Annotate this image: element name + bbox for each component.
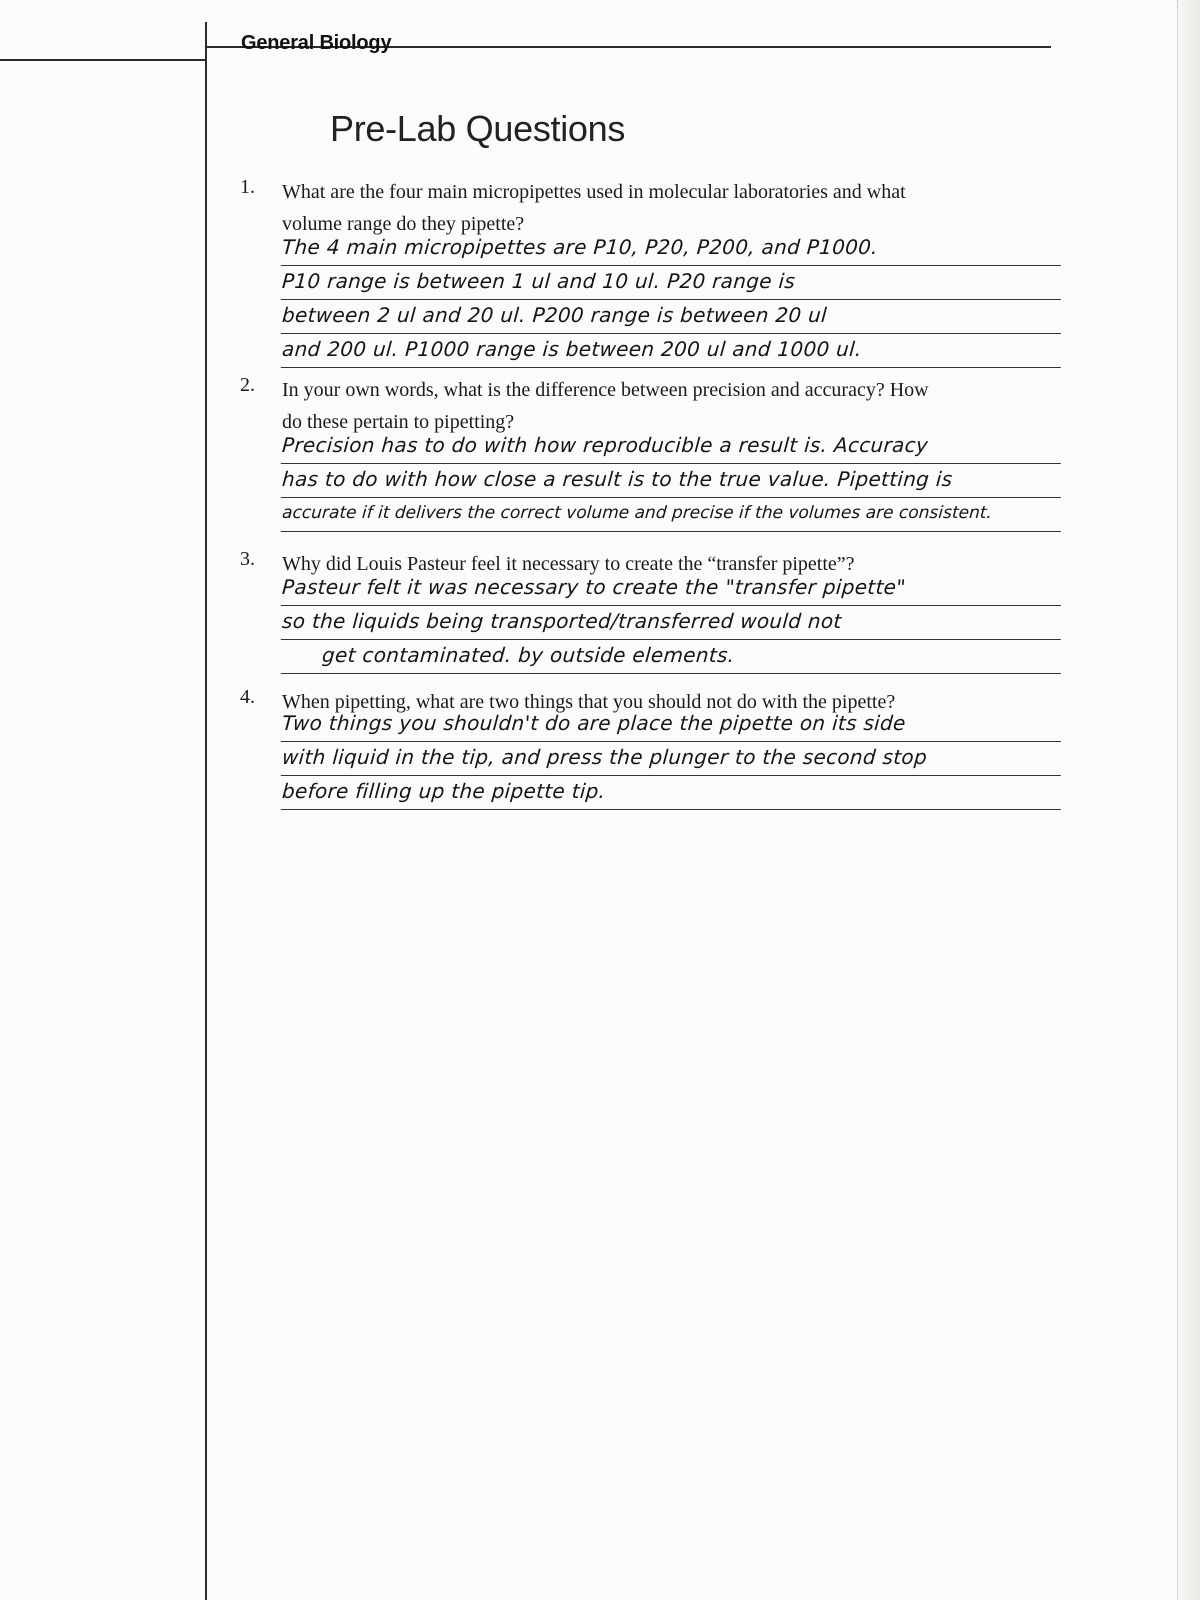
question-number: 2. xyxy=(240,374,255,396)
answer-line: has to do with how close a result is to the true value. Pipetting is xyxy=(281,464,1063,498)
margin-horizontal-rule xyxy=(0,59,206,61)
answer-line: between 2 ul and 20 ul. P200 range is between 20 ul xyxy=(281,300,1063,334)
answer-line: get contaminated. by outside elements. xyxy=(281,640,1063,674)
question-number: 4. xyxy=(240,686,255,708)
question-line: do these pertain to pipetting? xyxy=(282,411,515,433)
question-number: 1. xyxy=(240,176,255,198)
page-title: Pre-Lab Questions xyxy=(330,108,626,149)
question-number: 3. xyxy=(240,548,255,570)
handwritten-answer xyxy=(282,430,1062,532)
question-line: volume range do they pipette? xyxy=(282,213,525,235)
answer-line: P10 range is between 1 ul and 10 ul. P20 range is xyxy=(281,266,1063,300)
answer-line: The 4 main micropipettes are P10, P20, P200, and P1000. xyxy=(281,232,1063,266)
question-text xyxy=(282,176,1042,240)
answer-line: and 200 ul. P1000 range is between 200 ul and 1000 ul. xyxy=(281,334,1063,368)
margin-vertical-rule xyxy=(205,22,207,1600)
question-line: Why did Louis Pasteur feel it necessary to create the “transfer pipette”? xyxy=(282,553,855,575)
answer-line: accurate if it delivers the correct volume and precise if the volumes are consistent. xyxy=(281,498,1063,532)
question-line: When pipetting, what are two things that you should not do with the pipette? xyxy=(282,691,896,713)
handwritten-answer xyxy=(282,232,1062,368)
question-line: In your own words, what is the difference between precision and accuracy? How xyxy=(282,379,929,401)
answer-line: before filling up the pipette tip. xyxy=(281,776,1063,810)
course-header: General Biology xyxy=(241,32,392,54)
question-text xyxy=(282,374,1042,438)
answer-line: Pasteur felt it was necessary to create the "transfer pipette" xyxy=(281,572,1063,606)
answer-line: Two things you shouldn't do are place the pipette on its side xyxy=(281,708,1063,742)
answer-line: so the liquids being transported/transferred would not xyxy=(281,606,1063,640)
answer-line: Precision has to do with how reproducible a result is. Accuracy xyxy=(281,430,1063,464)
scan-page-edge xyxy=(1177,0,1200,1600)
question-line: What are the four main micropipettes used in molecular laboratories and what xyxy=(282,181,906,203)
handwritten-answer xyxy=(282,572,1062,674)
handwritten-answer xyxy=(282,708,1062,810)
answer-line: with liquid in the tip, and press the plunger to the second stop xyxy=(281,742,1063,776)
